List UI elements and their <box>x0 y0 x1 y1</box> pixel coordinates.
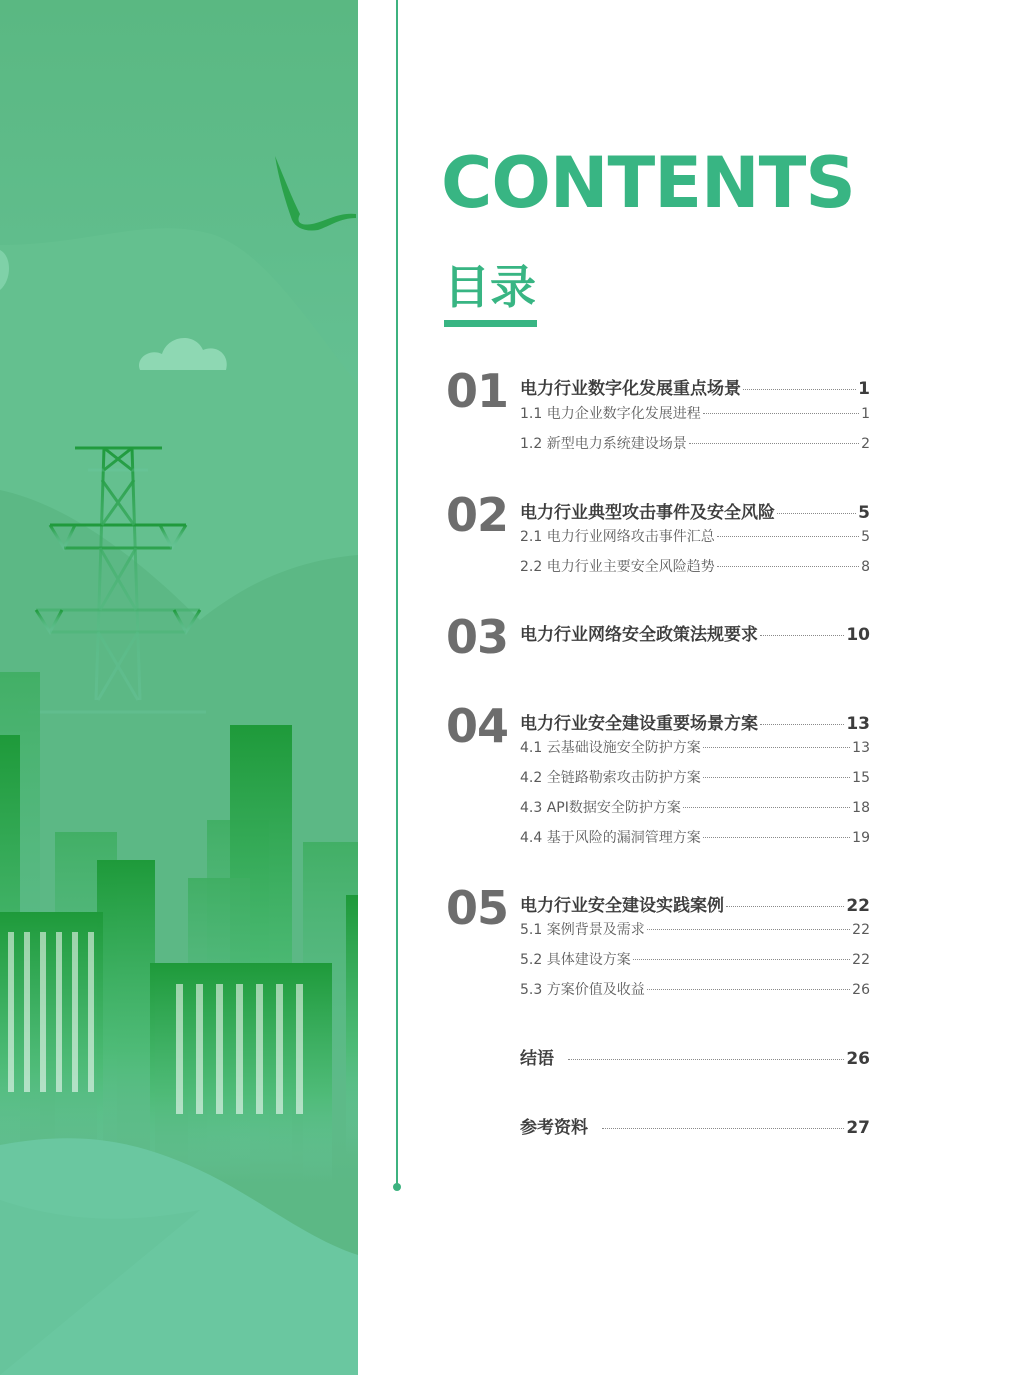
dot-leader <box>647 929 850 930</box>
toc-page-number: 13 <box>852 740 870 756</box>
toc-entry-title: 参考资料 <box>520 1118 588 1138</box>
section-number: 01 <box>446 364 509 418</box>
toc-subentry[interactable] <box>520 827 870 847</box>
toc-entry[interactable] <box>520 891 870 916</box>
toc-page-number: 13 <box>846 714 870 734</box>
dot-leader <box>568 1059 844 1060</box>
toc-subentry[interactable] <box>520 949 870 969</box>
toc-subentry-title: 5.1 案例背景及需求 <box>520 922 645 938</box>
dot-leader <box>726 906 844 907</box>
toc-page-number: 22 <box>846 896 870 916</box>
title-underline <box>444 320 537 327</box>
toc-subentry[interactable] <box>520 979 870 999</box>
toc-page-number: 18 <box>852 800 870 816</box>
toc-subentry[interactable] <box>520 403 870 423</box>
toc-subentry-title: 1.2 新型电力系统建设场景 <box>520 436 687 452</box>
toc-entry-title: 电力行业典型攻击事件及安全风险 <box>520 503 775 523</box>
toc-subentry-title: 4.3 API数据安全防护方案 <box>520 800 681 816</box>
cover-illustration <box>0 0 358 1375</box>
toc-page-number: 1 <box>858 379 870 399</box>
toc-page-number: 27 <box>846 1118 870 1138</box>
toc-subentry-title: 1.1 电力企业数字化发展进程 <box>520 406 701 422</box>
toc-subentry-title: 5.2 具体建设方案 <box>520 952 631 968</box>
toc-entry-title: 电力行业网络安全政策法规要求 <box>520 625 758 645</box>
section-number: 04 <box>446 699 509 753</box>
divider-dot <box>393 1183 401 1191</box>
dot-leader <box>777 513 856 514</box>
dot-leader <box>703 747 850 748</box>
dot-leader <box>647 989 850 990</box>
toc-subentry[interactable] <box>520 767 870 787</box>
toc-entry[interactable] <box>520 374 870 399</box>
toc-entry[interactable] <box>520 709 870 734</box>
toc-page-number: 22 <box>852 922 870 938</box>
contents-title-cn: 目录 <box>444 260 536 314</box>
toc-page-number: 26 <box>846 1049 870 1069</box>
toc-subentry-title: 2.1 电力行业网络攻击事件汇总 <box>520 529 715 545</box>
toc-subentry-title: 2.2 电力行业主要安全风险趋势 <box>520 559 715 575</box>
toc-page-number: 1 <box>861 406 870 422</box>
section-number: 02 <box>446 488 509 542</box>
toc-page-number: 22 <box>852 952 870 968</box>
dot-leader <box>683 807 850 808</box>
toc-subentry[interactable] <box>520 919 870 939</box>
dot-leader <box>760 724 844 725</box>
dot-leader <box>760 635 844 636</box>
toc-page-number: 15 <box>852 770 870 786</box>
dot-leader <box>717 566 859 567</box>
toc-subentry[interactable] <box>520 797 870 817</box>
contents-title: CONTENTS <box>441 142 855 224</box>
toc-page-number: 5 <box>861 529 870 545</box>
toc-entry[interactable] <box>520 1113 870 1138</box>
toc-subentry[interactable] <box>520 526 870 546</box>
dot-leader <box>717 536 859 537</box>
dot-leader <box>689 443 859 444</box>
divider-line <box>396 0 398 1186</box>
toc-entry[interactable] <box>520 620 870 645</box>
dot-leader <box>703 837 850 838</box>
toc-entry-title: 电力行业安全建设重要场景方案 <box>520 714 758 734</box>
dot-leader <box>703 413 859 414</box>
dot-leader <box>633 959 850 960</box>
section-number: 03 <box>446 610 509 664</box>
toc-entry-title: 电力行业安全建设实践案例 <box>520 896 724 916</box>
toc-subentry-title: 5.3 方案价值及收益 <box>520 982 645 998</box>
toc-subentry-title: 4.2 全链路勒索攻击防护方案 <box>520 770 701 786</box>
dot-leader <box>703 777 850 778</box>
toc-subentry[interactable] <box>520 433 870 453</box>
dot-leader <box>743 389 856 390</box>
toc-entry[interactable] <box>520 498 870 523</box>
toc-page-number: 19 <box>852 830 870 846</box>
toc-page-number: 10 <box>846 625 870 645</box>
dot-leader <box>602 1128 844 1129</box>
toc-subentry[interactable] <box>520 737 870 757</box>
toc-subentry-title: 4.1 云基础设施安全防护方案 <box>520 740 701 756</box>
toc-entry-title: 电力行业数字化发展重点场景 <box>520 379 741 399</box>
toc-entry[interactable] <box>520 1044 870 1069</box>
toc-entry-title: 结语 <box>520 1049 554 1069</box>
toc-page-number: 2 <box>861 436 870 452</box>
toc-page-number: 8 <box>861 559 870 575</box>
toc-subentry[interactable] <box>520 556 870 576</box>
toc-page-number: 26 <box>852 982 870 998</box>
toc-subentry-title: 4.4 基于风险的漏洞管理方案 <box>520 830 701 846</box>
toc-page-number: 5 <box>858 503 870 523</box>
section-number: 05 <box>446 881 509 935</box>
